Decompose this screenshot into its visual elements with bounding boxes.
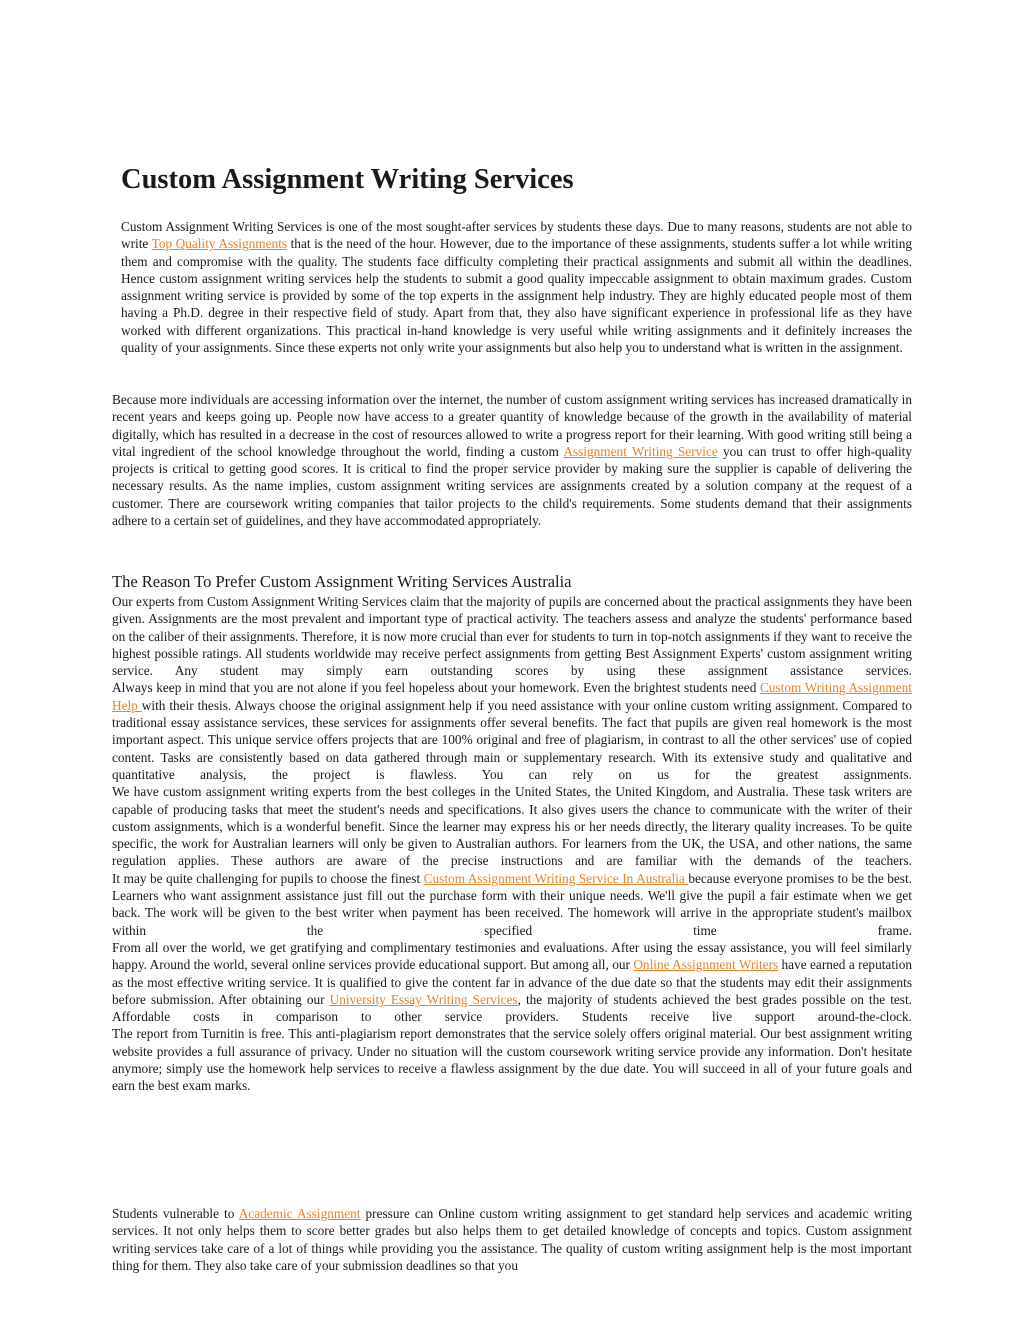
body2-p6-text-1: From all over the world, we get gratifying and complimentary testimonies and evaluations. After using the essay assistance, you will feel similarly happy. Around the world, several online services provide educational support. But among all, our [112, 939, 912, 973]
top-quality-assignments-link[interactable]: Top Quality Assignments [151, 236, 288, 252]
body-section-3 [112, 1205, 912, 1274]
body2-p4-text-1: It may be quite challenging for pupils to choose the finest [112, 870, 424, 886]
body2-p6-text-3: , the majority of students achieved the best grades possible on the test. Affordable costs in comparison to other service providers. Students receive live support around-the-clock. [112, 991, 912, 1025]
custom-assignment-writing-service-australia-link[interactable]: Custom Assignment Writing Service In Australia [423, 870, 689, 886]
body1-text-2: you can trust to offer high-quality projects is critical to getting good scores. It is critical to find the proper service provider by making sure the supplier is capable of delivering the necessary results. As the name implies, custom assignment writing services are assignments created by a solution company at the request of a customer. There are coursework writing companies that tailor projects to the child's requirements. Some students demand that their assignments adhere to a certain set of guidelines, and they have accommodated appropriately. [112, 443, 912, 529]
body3-text-2: pressure can Online custom writing assignment to get standard help services and academic writing services. It not only helps them to score better grades but also helps them to get detailed knowledge of concepts and topics. Custom assignment writing services take care of a lot of things while providing you the assistance. The quality of custom writing assignment help is the most important thing for them. They also take care of your submission deadlines so that you [112, 1206, 912, 1273]
body-section-2 [112, 593, 912, 1095]
body2-p2-text-1: Always keep in mind that you are not alone if you feel hopeless about your homework. Even the brightest students need [112, 680, 760, 696]
body2-p6-text-2: have earned a reputation as the most effective writing service. It is qualified to give the content far in advance of the due date so that the students may edit their assignments before submission. After obtaining our [112, 957, 913, 1007]
intro-text-2: that is the need of the hour. However, due to the importance of these assignments, students suffer a lot while writing them and compromise with the quality. The students face difficulty completing their practical assignments and submit all within the deadlines. Hence custom assignment writing services help the students to submit a good quality impeccable assignment to obtain maximum grades. Custom assignment writing service is provided by some of the top experts in the assignment help industry. They are highly educated people most of them having a Ph.D. degree in their respective field of study. Apart from that, they also have significant experience in professional life as they have worked with different organizations. This practical in-hand knowledge is very useful while writing assignments and it definitely increases the quality of your assignments. Since these experts not only write your assignments but also help you to understand what is written in the assignment. [121, 236, 912, 356]
body-section-1 [112, 391, 912, 529]
section-heading: The Reason To Prefer Custom Assignment Writing Services Australia [112, 572, 572, 591]
body2-paragraph-6 [112, 939, 912, 1025]
page-title: Custom Assignment Writing Services [121, 164, 574, 195]
body2-paragraph-3: We have custom assignment writing experts from the best colleges in the United States, the United Kingdom, and Australia. These task writers are capable of producing tasks that meet the student's needs and specifications. It also gives users the chance to communicate with the writer of their custom assignments, which is a wonderful benefit. Since the learner may express his or her needs directly, the literary quality increases. To be quite specific, the work for Australian learners will only be given to Australian authors. For learners from the UK, the USA, and other nations, the same regulation applies. These authors are aware of the precise instructions and are familiar with the demands of the teachers. [112, 784, 912, 869]
academic-assignment-link[interactable]: Academic Assignment [238, 1206, 361, 1221]
body2-p2-text-2: with their thesis. Always choose the original assignment help if you need assistance with your online custom writing assignment. Compared to traditional essay assistance services, these services for assignments offer several benefits. The fact that pupils are given real homework is the most important aspect. This unique service offers projects that are 100% original and free of plagiarism, in contrast to all the other services' use of copied content. Tasks are consistently based on data gathered through main or supplementary research. With its extensive study and qualitative and quantitative analysis, the project is flawless. You can rely on us for the greatest assignments. [112, 697, 912, 782]
custom-writing-assignment-help-link[interactable]: Custom Writing Assignment Help [112, 680, 912, 713]
body3-text-1: Students vulnerable to [112, 1206, 239, 1221]
intro-text-1: Custom Assignment Writing Services is one of the most sought-after services by students these days. Due to many reasons, students are not able to write [121, 219, 912, 252]
body2-paragraph-2 [112, 679, 912, 783]
online-assignment-writers-link[interactable]: Online Assignment Writers [633, 957, 779, 973]
body1-text-1: Because more individuals are accessing information over the internet, the number of custom assignment writing services has increased dramatically in recent years and keeps going up. People now have access to a greater quantity of knowledge because of the growth in the availability of material digitally, which has resulted in a decrease in the cost of resources allowed to write a progress report for their learning. With good writing still being a vital ingredient of the school knowledge throughout the world, finding a custom [112, 392, 912, 459]
body2-p4-text-2: because everyone promises to be the best. [688, 870, 912, 886]
body2-paragraph-5: Learners who want assignment assistance just fill out the purchase form with their unique needs. We'll give the pupil a fair estimate when we get back. The work will be given to the best writer when payment has been received. The homework will arrive in the appropriate student's mailbox within the specified time frame. [112, 888, 912, 938]
body2-paragraph-1: Our experts from Custom Assignment Writing Services claim that the majority of pupils are concerned about the practical assignments they have been given. Assignments are the most prevalent and important type of practical activity. The teachers assess and analyze the students' performance based on the caliber of their assignments. Therefore, it is now more crucial than ever for students to turn in top-notch assignments if they want to receive the highest possible ratings. All students worldwide may receive perfect assignments from getting Best Assignment Experts' custom assignment writing service. Any student may simply earn outstanding scores by using these assignment assistance services. [112, 594, 912, 679]
body2-paragraph-7: The report from Turnitin is free. This anti-plagiarism report demonstrates that the service solely offers original material. Our best assignment writing website provides a full assurance of privacy. Under no situation will the custom coursework writing service provide any information. Don't hesitate anymore; simply use the homework help services to receive a flawless assignment by the due date. You will succeed in all of your future goals and earn the best exam marks. [112, 1026, 912, 1094]
university-essay-writing-services-link[interactable]: University Essay Writing Services [329, 991, 518, 1007]
assignment-writing-service-link[interactable]: Assignment Writing Service [563, 443, 718, 459]
body2-paragraph-4 [112, 870, 912, 887]
intro-paragraph [121, 218, 912, 356]
